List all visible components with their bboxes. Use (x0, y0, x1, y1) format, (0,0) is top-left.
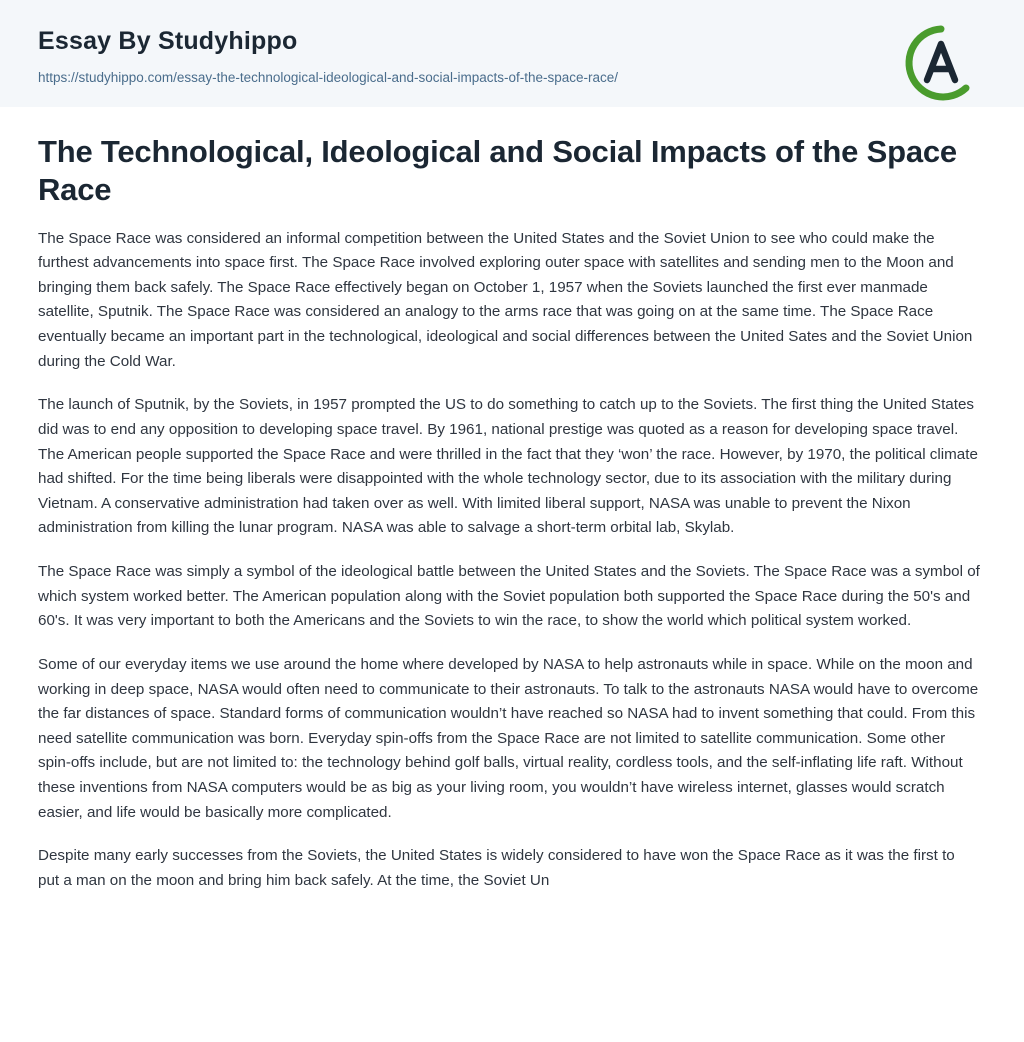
page-header (0, 0, 1024, 107)
circle-a-logo-icon (900, 22, 982, 104)
page-title: The Technological, Ideological and Social Impacts of the Space Race (38, 133, 957, 207)
article-paragraph: Some of our everyday items we use around the home where developed by NASA to help astronauts while in space. While on the moon and working in deep space, NASA would often need to communicate to their astronauts. To talk to the astronauts NASA would have to overcome the far distances of space. Standard forms of communication wouldn’t have reached so NASA had to invent something that could. From this need satellite communication was born. Everyday spin-offs from the Space Race are not limited to satellite communication. Some other spin-offs include, but are not limited to: the technology behind golf balls, virtual reality, cordless tools, and the self-inflating life raft. Without these inventions from NASA computers would be as big as your living room, you wouldn’t have wireless internet, glasses would scratch easier, and life would be basically more complicated. (38, 655, 979, 821)
article-paragraph: The Space Race was considered an informal competition between the United States and the Soviet Union to see who could make the furthest advancements into space first. The Space Race involved exploring outer space with satellites and sending men to the Moon and bringing them back safely. The Space Race effectively began on October 1, 1957 when the Soviets launched the first ever manmade satellite, Sputnik. The Space Race was considered an analogy to the arms race that was going on at the same time. The Space Race eventually became an important part in the technological, ideological and social differences between the United Sates and the Soviet Union during the Cold War. (38, 229, 973, 370)
article-body (0, 107, 1024, 894)
article-paragraph: Despite many early successes from the Soviets, the United States is widely considered to have won the Space Race as it was the first to put a man on the moon and bring him back safely. At the time, the Soviet Un (38, 847, 955, 889)
site-brand-title: Essay By Studyhippo (38, 27, 298, 55)
article-paragraph: The launch of Sputnik, by the Soviets, in 1957 prompted the US to do something to catch up to the Soviets. The first thing the United States did was to end any opposition to developing space travel. By 1961, national prestige was quoted as a reason for developing space travel. The American people supported the Space Race and were thrilled in the fact that they ‘won’ the race. However, by 1970, the political climate had shifted. For the time being liberals were disappointed with the whole technology sector, due to its association with the military during Vietnam. A conservative administration had taken over as well. With limited liberal support, NASA was unable to prevent the Nixon administration from killing the lunar program. NASA was able to salvage a short-term orbital lab, Skylab. (38, 396, 978, 537)
source-url[interactable]: https://studyhippo.com/essay-the-technological-ideological-and-social-impacts-of-the-space-race/ (38, 70, 619, 85)
article-paragraph: The Space Race was simply a symbol of the ideological battle between the United States and the Soviets. The Space Race was a symbol of which system worked better. The American population along with the Soviet population both supported the Space Race during the 50's and 60's. It was very important to both the Americans and the Soviets to win the race, to show the world which political system worked. (38, 563, 980, 630)
